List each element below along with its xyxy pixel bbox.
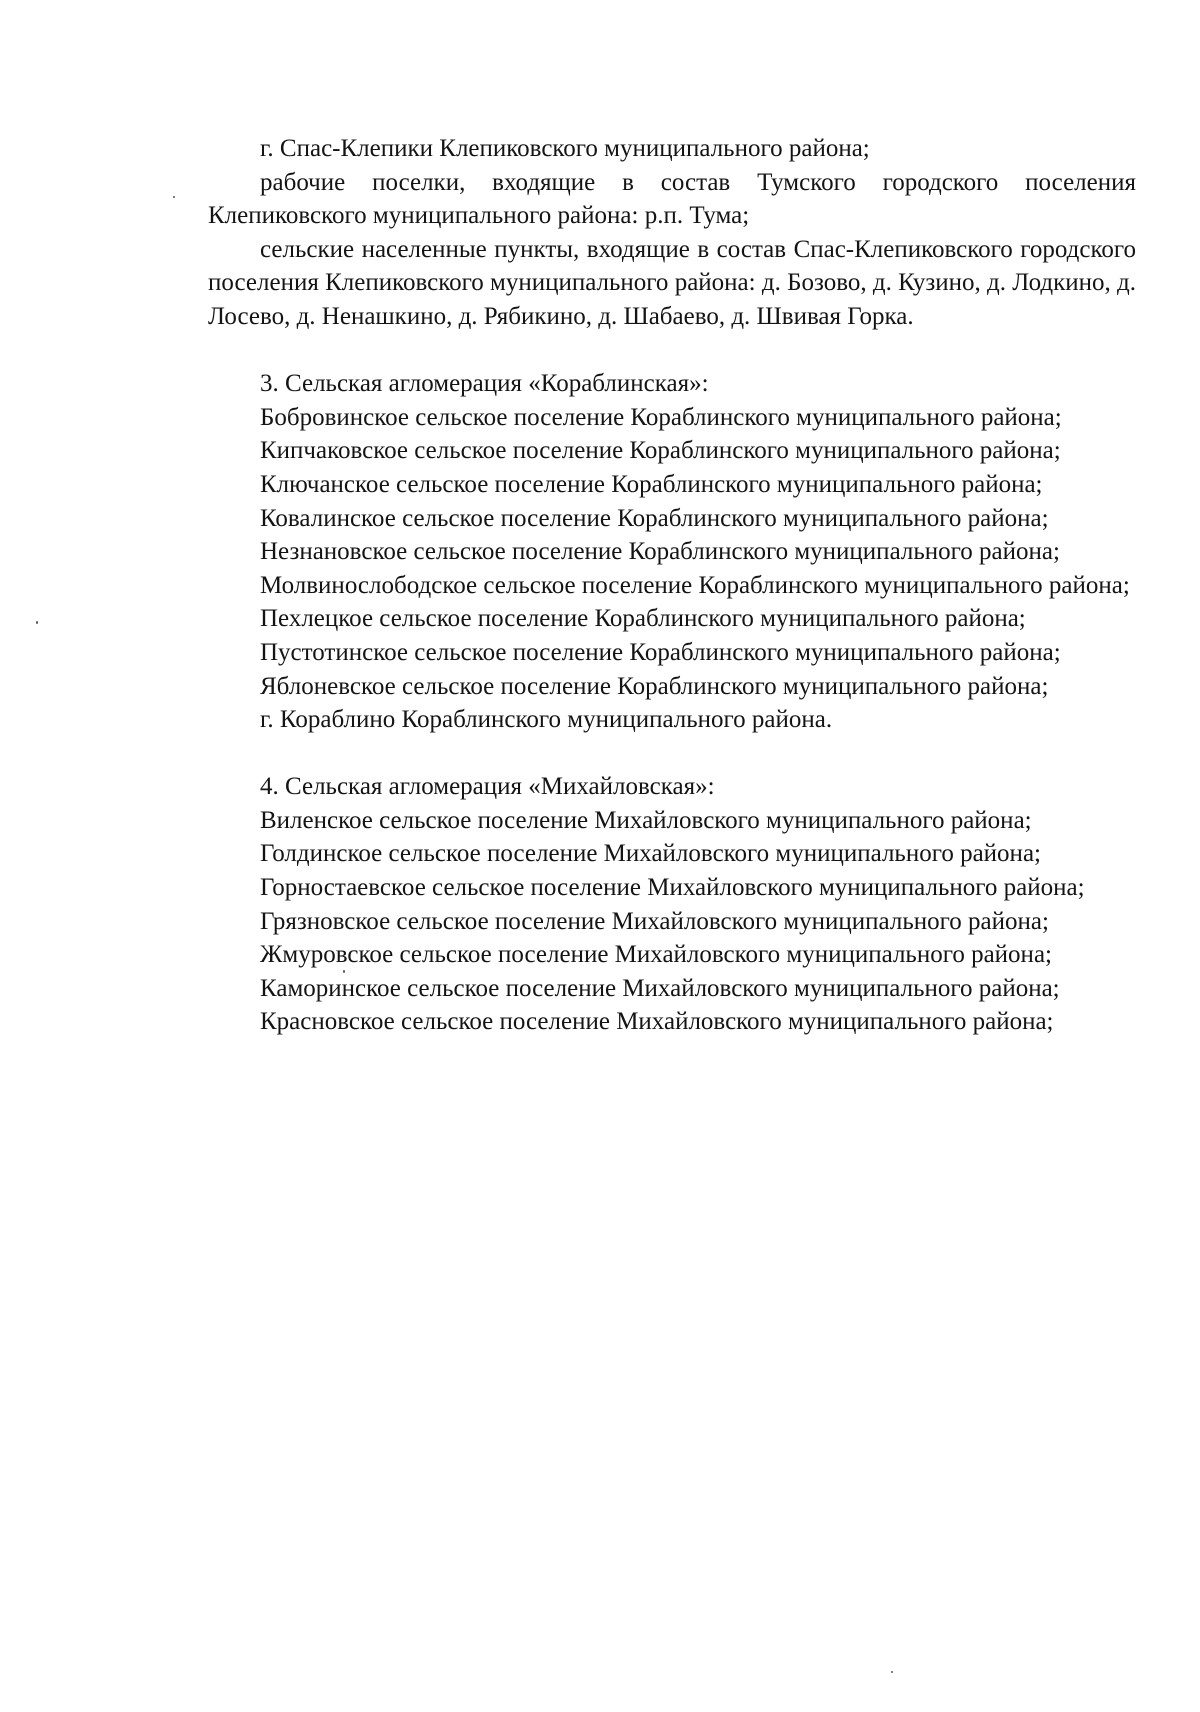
list-item: Ключанское сельское поселение Кораблинского муниципального района; xyxy=(260,470,1043,498)
paragraph: г. Спас-Клепики Клепиковского муниципального района; xyxy=(260,135,870,162)
section-spacer xyxy=(208,737,1136,771)
list-item: Грязновское сельское поселение Михайловского муниципального района; xyxy=(260,907,1049,935)
list-item: Ковалинское сельское поселение Кораблинского муниципального района; xyxy=(260,504,1049,532)
list-item: Каморинское сельское поселение Михайловского муниципального района; xyxy=(260,974,1060,1002)
scan-speck xyxy=(173,196,175,198)
scan-speck xyxy=(891,1671,893,1673)
section-spacer xyxy=(208,334,1136,368)
list-item: Яблоневское сельское поселение Кораблинского муниципального района; xyxy=(260,672,1049,700)
paragraph: сельские населенные пункты, входящие в состав Спас-Клепиковского городского поселения Клепиковского муниципального района: д. Бозово, д. Кузино, д. Лодкино, д. Лосево, д. Ненашкино, д. Рябикино, д. Шабаево, д. Швивая Горка. xyxy=(208,235,1136,330)
list-item: г. Кораблино Кораблинского муниципального района. xyxy=(260,706,833,734)
list-item: Голдинское сельское поселение Михайловского муниципального района; xyxy=(260,840,1041,868)
section-heading: 3. Сельская агломерация «Кораблинская»: xyxy=(260,370,709,398)
list-item: Кипчаковское сельское поселение Кораблинского муниципального района; xyxy=(260,437,1061,465)
list-item: Пустотинское сельское поселение Кораблинского муниципального района; xyxy=(260,638,1061,666)
list-item: Пехлецкое сельское поселение Кораблинского муниципального района; xyxy=(260,605,1026,633)
list-item: Жмуровское сельское поселение Михайловского муниципального района; xyxy=(260,941,1052,969)
list-item: Виленское сельское поселение Михайловского муниципального района; xyxy=(260,806,1032,834)
list-item: Молвинослободское сельское поселение Кораблинского муниципального района; xyxy=(260,571,1130,599)
scan-speck xyxy=(36,621,38,624)
list-item: Незнановское сельское поселение Кораблинского муниципального района; xyxy=(260,538,1060,566)
section-heading: 4. Сельская агломерация «Михайловская»: xyxy=(260,773,715,801)
list-item: Красновское сельское поселение Михайловского муниципального района; xyxy=(260,1008,1054,1036)
document-page xyxy=(208,132,1136,1039)
list-item: Горностаевское сельское поселение Михайловского муниципального района; xyxy=(260,874,1085,902)
list-item: Бобровинское сельское поселение Кораблинского муниципального района; xyxy=(260,403,1062,431)
paragraph: рабочие поселки, входящие в состав Тумского городского поселения Клепиковского муниципального района: р.п. Тума; xyxy=(208,168,1136,230)
scan-speck xyxy=(343,970,345,973)
